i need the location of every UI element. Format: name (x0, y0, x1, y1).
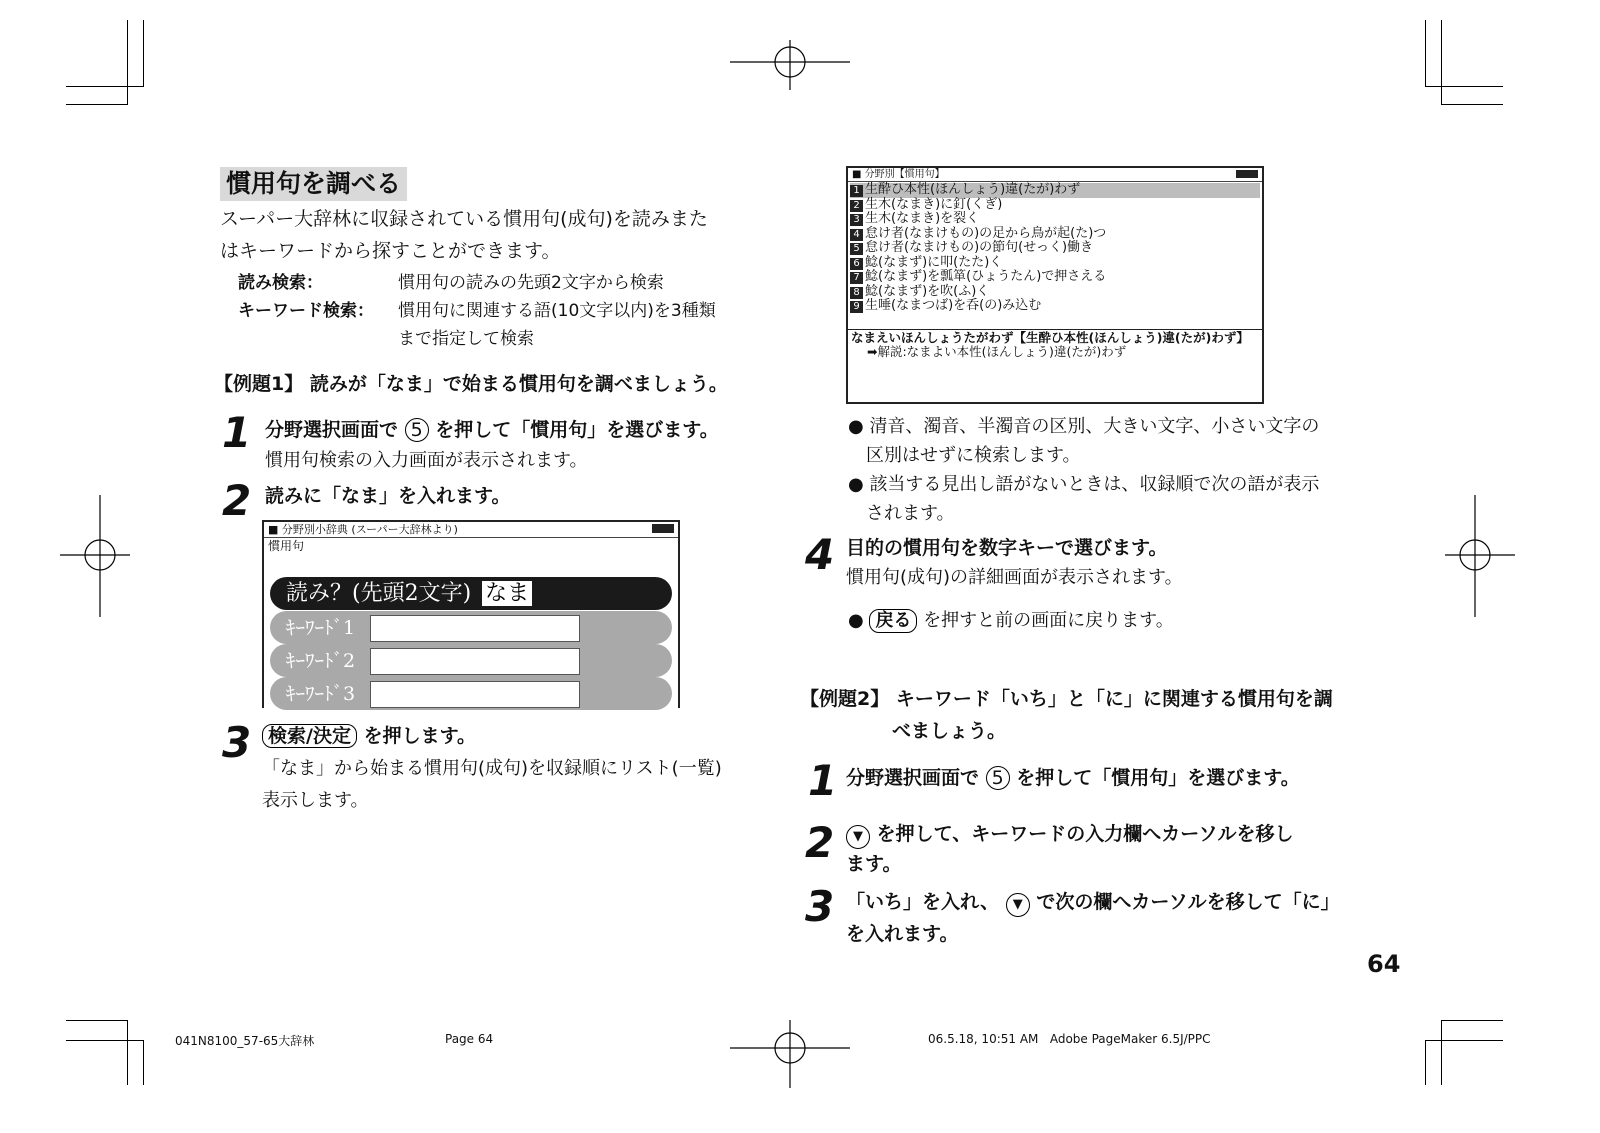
window-icon: ■ (852, 169, 862, 180)
example-2-heading-1: 【例題2】 キーワード「いち」と「に」に関連する慣用句を調 (800, 688, 1333, 710)
back-key: 戻る (869, 609, 917, 633)
ex2-step-3-line (846, 888, 1340, 917)
step-3-sub-1: 「なま」から始まる慣用句(成句)を収録順にリスト(一覧) (262, 758, 722, 779)
idiom-list-item[interactable] (850, 299, 1260, 314)
bullet-1: ● 清音、濁音、半濁音の区別、大きい文字、小さい文字の (848, 416, 1320, 437)
item-text: 怠け者(なまけもの)の節句(せっく)働き (865, 240, 1094, 255)
ex2-step-3-pre: 「いち」を入れ、 (846, 891, 1000, 913)
key-5: 5 (986, 766, 1010, 790)
detail-body: ➡解説:なまよい本性(ほんしょう)違(たが)わず (867, 344, 1127, 359)
page-number: 64 (1367, 950, 1401, 978)
intro-line-1: スーパー大辞林に収録されている慣用句(成句)を読みまた (220, 208, 708, 230)
yomi-field-row[interactable] (270, 577, 672, 610)
ex2-step-1-number: 1 (808, 756, 838, 805)
screen-subtitle: 慣用句 (268, 539, 305, 553)
ex2-step-3-l2: を入れます。 (846, 923, 959, 945)
ex2-step-2-l2: ます。 (846, 853, 902, 875)
key-5: 5 (405, 418, 429, 442)
keyword-2-label: ｷｰﾜｰﾄﾞ2 (286, 650, 356, 672)
item-text: 生木(なまき)を裂く (865, 211, 980, 226)
idiom-list-item[interactable] (850, 227, 1260, 242)
intro-line-2: はキーワードから探すことができます。 (220, 240, 561, 262)
item-text: 鯰(なまず)に叩(たた)く (865, 254, 1003, 270)
ex2-step-1-line (846, 764, 1300, 792)
item-number: 5 (850, 243, 863, 255)
detail-heading: なまえいほんしょうたがわず【生酔ひ本性(ほんしょう)違(たが)わず】 (851, 330, 1249, 345)
list-title-bar (848, 168, 1262, 182)
down-arrow-key-icon: ▼ (846, 825, 870, 849)
item-number: 8 (850, 287, 863, 299)
yomi-value: なま (482, 581, 532, 606)
section-title: 慣用句を調べる (220, 167, 407, 201)
registration-mark-top (730, 40, 850, 100)
def-kw-text-1: 慣用句に関連する語(10文字以内)を3種類 (398, 301, 716, 321)
idiom-list-item[interactable] (850, 241, 1260, 256)
item-number: 6 (850, 258, 863, 270)
registration-mark-right (1445, 495, 1515, 620)
ex2-step-2-l1: を押して、キーワードの入力欄へカーソルを移し (876, 823, 1294, 845)
def-kw-text-2: まで指定して検索 (398, 329, 534, 349)
step-3-line (262, 722, 476, 750)
yomi-label: 読み？(先頭2文字) (286, 581, 472, 606)
search-decide-key: 検索/決定 (262, 724, 357, 748)
keyword-1-label: ｷｰﾜｰﾄﾞ1 (286, 617, 356, 639)
down-arrow-key-icon: ▼ (1006, 893, 1030, 917)
bullet-3: ● 戻る を押すと前の画面に戻ります。 (848, 610, 1174, 631)
idiom-list-item[interactable] (850, 256, 1260, 271)
idiom-list-item[interactable] (850, 183, 1260, 198)
example-2-heading-2: べましょう。 (892, 720, 1007, 742)
step-3-number: 3 (222, 718, 252, 767)
keyword-1-input[interactable] (370, 615, 580, 642)
device-screen-list (846, 166, 1264, 404)
list-title: 分野別【慣用句】 (864, 169, 945, 180)
registration-mark-bottom (730, 1020, 850, 1090)
ex2-step-3-number: 3 (805, 882, 835, 931)
idiom-list-item[interactable] (850, 285, 1260, 300)
footer-file: 041N8100_57-65大辞林 (175, 1034, 315, 1048)
screen-title: 分野別小辞典 (スーパー大辞林より) (281, 523, 458, 536)
ex2-step-2-line (846, 820, 1294, 849)
def-yomi-label: 読み検索： (238, 273, 323, 293)
step-2-number: 2 (222, 476, 252, 525)
item-number: 9 (850, 301, 863, 313)
keyword-3-row[interactable] (270, 677, 672, 710)
keyword-2-input[interactable] (370, 648, 580, 675)
step-4-text: 目的の慣用句を数字キーで選びます。 (846, 537, 1168, 559)
ex2-step-1-pre: 分野選択画面で (846, 767, 980, 789)
item-number: 7 (850, 272, 863, 284)
keyword-3-input[interactable] (370, 681, 580, 708)
bullet-2-line-2: されます。 (866, 503, 955, 524)
step-1-number: 1 (222, 408, 252, 457)
idiom-list (848, 182, 1262, 330)
keyword-2-row[interactable] (270, 644, 672, 677)
idiom-list-item[interactable] (850, 212, 1260, 227)
bullet-1-line-2: 区別はせずに検索します。 (866, 445, 1081, 466)
item-text: 鯰(なまず)を吹(ふ)く (865, 283, 990, 299)
keyword-1-row[interactable] (270, 611, 672, 644)
example-1-heading: 【例題1】 読みが「なま」で始まる慣用句を調べましょう。 (214, 373, 728, 395)
idiom-list-item[interactable] (850, 198, 1260, 213)
item-number: 3 (850, 214, 863, 226)
item-text: 生木(なまき)に釘(くぎ) (865, 196, 1003, 212)
footer-page: Page 64 (445, 1032, 494, 1046)
step-2-text: 読みに「なま」を入れます。 (265, 485, 511, 507)
detail-pane (848, 330, 1262, 360)
item-number: 1 (850, 185, 863, 197)
item-text: 怠け者(なまけもの)の足から鳥が起(た)つ (865, 225, 1107, 241)
item-text: 生唾(なまつば)を呑(の)み込む (865, 298, 1042, 313)
window-icon: ■ (268, 523, 279, 536)
bullet-3-post: を押すと前の画面に戻ります。 (923, 610, 1174, 631)
screen-title-bar (264, 522, 678, 538)
ex2-step-2-number: 2 (805, 818, 835, 867)
step-3-post: を押します。 (363, 725, 477, 747)
bullet-2: ● 該当する見出し語がないときは、収録順で次の語が表示 (848, 474, 1320, 495)
step-1-post: を押して「慣用句」を選びます。 (435, 419, 719, 441)
ex2-step-3-post: で次の欄へカーソルを移して「に」 (1036, 891, 1340, 913)
item-number: 4 (850, 229, 863, 241)
step-1-pre: 分野選択画面で (265, 419, 399, 441)
footer-stamp: 06.5.18, 10:51 AM Adobe PageMaker 6.5J/PPC (928, 1032, 1211, 1046)
step-1-line (265, 416, 719, 444)
registration-mark-left (60, 495, 130, 620)
item-number: 2 (850, 200, 863, 212)
keyword-3-label: ｷｰﾜｰﾄﾞ3 (286, 683, 356, 705)
device-screen-input (262, 520, 680, 708)
step-4-sub: 慣用句(成句)の詳細画面が表示されます。 (846, 567, 1183, 588)
item-text: 生酔ひ本性(ほんしょう)違(たが)わず (865, 182, 1081, 197)
bullet-1-line-1: 清音、濁音、半濁音の区別、大きい文字、小さい文字の (869, 416, 1320, 437)
step-4-number: 4 (805, 530, 835, 579)
step-3-sub-2: 表示します。 (262, 790, 369, 811)
bullet-2-line-1: 該当する見出し語がないときは、収録順で次の語が表示 (869, 474, 1320, 495)
idiom-list-item[interactable] (850, 270, 1260, 285)
item-text: 鯰(なまず)を瓢箪(ひょうたん)で押さえる (865, 269, 1107, 284)
def-kw-label: キーワード検索： (238, 301, 374, 321)
def-yomi-text: 慣用句の読みの先頭2文字から検索 (398, 273, 664, 293)
step-1-sub: 慣用句検索の入力画面が表示されます。 (265, 450, 588, 471)
ex2-step-1-post: を押して「慣用句」を選びます。 (1016, 767, 1300, 789)
